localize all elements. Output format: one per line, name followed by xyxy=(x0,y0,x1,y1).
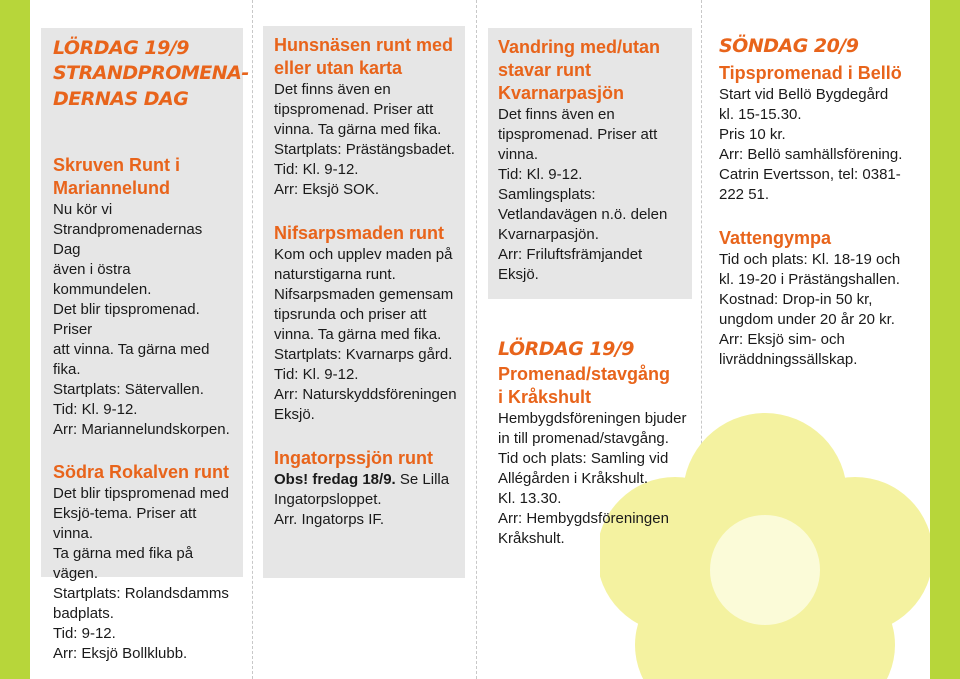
section-title: Promenad/stavgång i Kråkshult xyxy=(498,364,671,407)
fold-line xyxy=(252,0,253,679)
section-text: Tid och plats: Kl. 18-19 och kl. 19-20 i Prästängshallen. Kostnad: Drop-in 50 kr, ungdom under 20 år 20 kr. Arr: Eksjö sim- och livräddningssällskap. xyxy=(719,251,901,368)
date-heading: LÖRDAG 19/9 xyxy=(53,37,189,59)
section-title: Skruven Runt i Mariannelund xyxy=(53,155,181,198)
column-4 xyxy=(711,34,921,370)
section-text: Hembygdsföreningen bjuder in till promenad/stavgång. Tid och plats: Samling vid Allégården i Kråkshult. Kl. 13.30. Arr: Hembygdsföreningen Kråkshult. xyxy=(498,410,687,547)
section-text: Det blir tipspromenad med Eksjö-tema. Priser att vinna. Ta gärna med fika på vägen. Startplats: Rolandsdamms badplats. Tid: 9-12. Arr: Eksjö Bollklubb. xyxy=(53,485,229,662)
left-green-strip xyxy=(0,0,30,679)
section-text: Start vid Bellö Bygdegård kl. 15-15.30. Pris 10 kr. Arr: Bellö samhällsförening. Catrin Evertsson, tel: 0381- 222 51. xyxy=(719,86,903,203)
column-1 xyxy=(41,28,249,662)
section-text: Nu kör vi Strandpromenadernas Dag även i östra kommundelen. Det blir tipspromenad. Priser att vinna. Ta gärna med fika. Startplats: Sätervallen. Tid: Kl. 9-12. Arr: Mariannelundskorpen. xyxy=(53,201,230,438)
right-green-strip xyxy=(930,0,960,679)
section-text xyxy=(274,470,459,530)
section-text: Det finns även en tipspromenad. Priser att vinna. Ta gärna med fika. Startplats: Prästängsbadet. Tid: Kl. 9-12. Arr: Eksjö SOK. xyxy=(274,81,455,198)
notice-bold: Obs! fredag 18/9. xyxy=(274,471,396,488)
notice-text: Se Lilla Ingatorpsloppet. Arr. Ingatorps IF. xyxy=(274,471,450,528)
event-subtitle: STRANDPROMENA- DERNAS DAG xyxy=(53,62,249,110)
column-3 xyxy=(488,28,692,299)
column-2 xyxy=(263,26,465,578)
section-title: Södra Rokalven runt xyxy=(53,462,230,482)
section-title: Ingatorpssjön runt xyxy=(274,448,433,468)
section-title: Vandring med/utan stavar runt Kvarnarpasjön xyxy=(498,37,661,103)
section-title: Tipspromenad i Bellö xyxy=(719,63,902,83)
date-heading: SÖNDAG 20/9 xyxy=(719,35,859,57)
column-3-lower xyxy=(488,337,698,549)
section-title: Nifsarpsmaden runt xyxy=(274,223,445,243)
section-text: Kom och upplev maden på naturstigarna runt. Nifsarpsmaden gemensam tipsrunda och priser att vinna. Ta gärna med fika. Startplats: Kvarnarps gård. Tid: Kl. 9-12. Arr: Naturskyddsföreningen Eksjö. xyxy=(274,246,457,423)
fold-line xyxy=(476,0,477,679)
section-title: Vattengympa xyxy=(719,228,832,248)
section-title: Hunsnäsen runt med eller utan karta xyxy=(274,35,454,78)
section-text: Det finns även en tipspromenad. Priser att vinna. Tid: Kl. 9-12. Samlingsplats: Vetlandavägen n.ö. delen Kvarnarpasjön. Arr: Friluftsfrämjandet Eksjö. xyxy=(498,106,668,283)
date-heading: LÖRDAG 19/9 xyxy=(498,338,634,360)
